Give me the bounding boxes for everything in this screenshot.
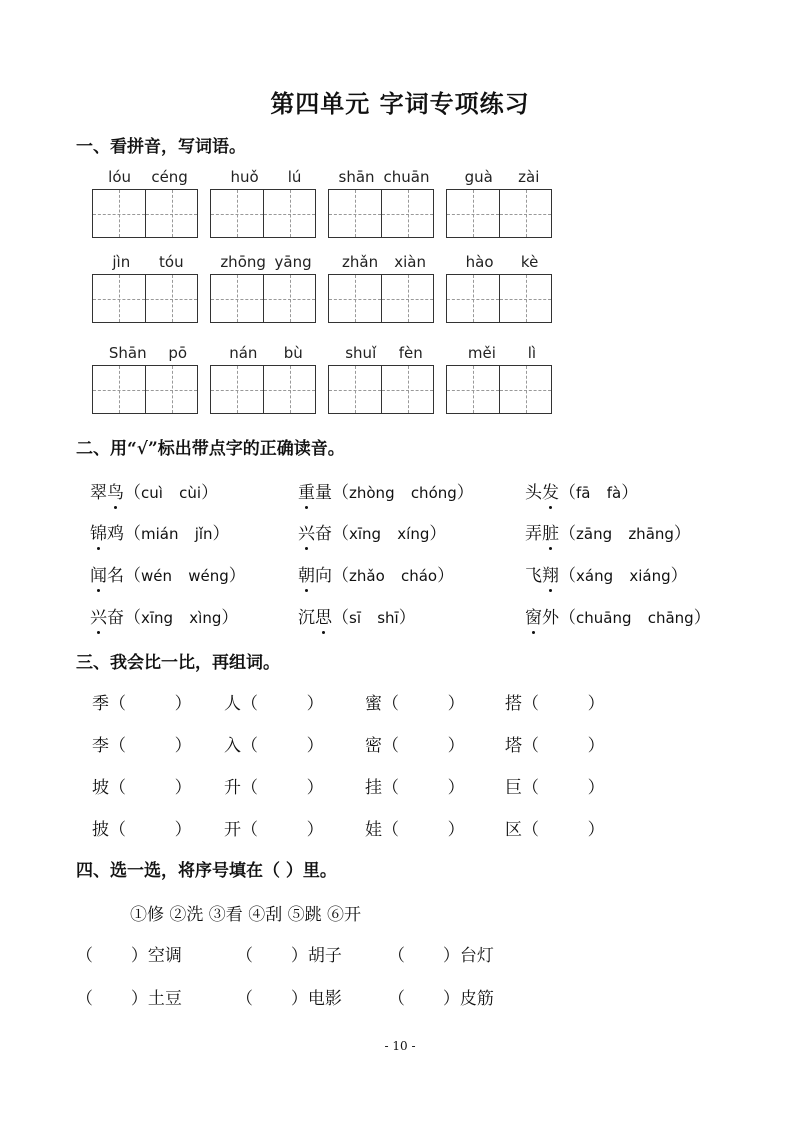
dotted-character: 锦 — [90, 519, 107, 544]
reading-option[interactable]: cháo — [400, 567, 438, 585]
writing-cell[interactable] — [93, 190, 145, 237]
writing-cell[interactable] — [145, 190, 197, 237]
pinyin-syllable: céng — [151, 168, 188, 186]
pinyin-label — [452, 168, 552, 186]
dotted-character: 发 — [542, 478, 559, 503]
paren-open: （ — [559, 483, 576, 503]
character: 季 — [92, 694, 109, 714]
character: 鸡 — [107, 524, 124, 544]
paren-open: （ — [124, 566, 141, 586]
paren-close: ） — [437, 566, 455, 586]
character: 李 — [92, 736, 109, 756]
answer-blank[interactable]: （ ） — [382, 736, 465, 756]
dotted-character: 思 — [315, 603, 332, 628]
writing-grid — [210, 189, 316, 238]
dotted-character: 窗 — [525, 603, 542, 628]
pinyin-syllable: fèn — [398, 344, 423, 362]
writing-cell[interactable] — [447, 366, 499, 413]
reading-option[interactable]: zhǎo — [349, 567, 385, 585]
pinyin-syllable: nán — [229, 344, 258, 362]
writing-cell[interactable] — [211, 275, 263, 322]
character: 搭 — [505, 694, 522, 714]
pronunciation-item — [525, 603, 711, 628]
answer-blank[interactable]: （ ） — [241, 736, 324, 756]
writing-cell[interactable] — [381, 366, 433, 413]
paren-close: ） — [398, 608, 416, 628]
answer-blank[interactable]: （ ） — [109, 820, 192, 840]
word-building-item — [365, 773, 465, 798]
character: 人 — [224, 694, 241, 714]
character: 外 — [542, 608, 559, 628]
option-gap — [631, 608, 647, 628]
answer-blank[interactable]: （ ） — [76, 946, 148, 966]
pronunciation-item — [90, 519, 230, 544]
paren-open: （ — [124, 608, 141, 628]
pinyin-syllable: tóu — [159, 253, 184, 271]
writing-cell[interactable] — [211, 190, 263, 237]
character: 头 — [525, 483, 542, 503]
pinyin-syllable: Shān — [108, 344, 147, 362]
character: 娃 — [365, 820, 382, 840]
option-gap — [172, 566, 188, 586]
word-building-item — [505, 731, 605, 756]
option-gap — [163, 483, 179, 503]
paren-open: （ — [332, 483, 349, 503]
page-title: 第四单元 字词专项练习 — [270, 89, 530, 118]
section3-heading: 三、我会比一比，再组词。 — [76, 653, 280, 673]
character: 翠 — [90, 483, 107, 503]
pinyin-syllable: lú — [287, 168, 302, 186]
answer-blank[interactable]: （ ） — [241, 820, 324, 840]
reading-option[interactable]: xīng — [141, 609, 174, 627]
writing-cell[interactable] — [93, 275, 145, 322]
writing-grid — [328, 365, 434, 414]
answer-blank[interactable]: （ ） — [236, 989, 308, 1009]
character: 蜜 — [365, 694, 382, 714]
paren-open: （ — [332, 608, 349, 628]
writing-cell[interactable] — [145, 366, 197, 413]
pinyin-label — [452, 253, 552, 271]
writing-cell[interactable] — [499, 190, 551, 237]
pinyin-syllable: lóu — [108, 168, 132, 186]
fill-in-item — [236, 984, 342, 1009]
writing-grid — [92, 365, 198, 414]
writing-cell[interactable] — [211, 366, 263, 413]
pronunciation-item — [525, 478, 638, 503]
option-gap — [590, 483, 606, 503]
writing-cell[interactable] — [145, 275, 197, 322]
pinyin-syllable: guà — [464, 168, 493, 186]
writing-grid — [446, 189, 552, 238]
writing-cell[interactable] — [93, 366, 145, 413]
dotted-character: 朝 — [298, 561, 315, 586]
pinyin-label — [334, 168, 434, 186]
pinyin-syllable: bù — [283, 344, 303, 362]
option-gap — [361, 608, 377, 628]
pinyin-syllable: zhǎn — [342, 253, 379, 271]
fill-in-item — [236, 941, 342, 966]
word-building-item — [505, 689, 605, 714]
character: 巨 — [505, 778, 522, 798]
section4-heading: 四、选一选，将序号填在（ ）里。 — [76, 861, 337, 881]
paren-close: ） — [221, 608, 239, 628]
reading-option[interactable]: chuāng — [576, 609, 632, 627]
writing-cell[interactable] — [499, 366, 551, 413]
writing-cell[interactable] — [263, 275, 315, 322]
answer-blank[interactable]: （ ） — [109, 778, 192, 798]
pronunciation-item — [90, 561, 246, 586]
word-building-item — [92, 773, 192, 798]
character: 奋 — [107, 608, 124, 628]
reading-option[interactable]: zāng — [576, 525, 613, 543]
answer-blank[interactable]: （ ） — [236, 946, 308, 966]
reading-option[interactable]: xáng — [576, 567, 614, 585]
paren-open: （ — [332, 566, 349, 586]
paren-close: ） — [673, 524, 691, 544]
character: 坡 — [92, 778, 109, 798]
word-building-item — [224, 773, 324, 798]
character: 密 — [365, 736, 382, 756]
object-word: 空调 — [147, 946, 182, 966]
reading-option[interactable]: jǐn — [194, 525, 213, 543]
pinyin-syllable: lì — [527, 344, 537, 362]
paren-close: ） — [621, 483, 639, 503]
pronunciation-item — [298, 561, 454, 586]
writing-grid — [446, 274, 552, 323]
writing-cell[interactable] — [329, 190, 381, 237]
reading-option[interactable]: sī — [349, 609, 361, 627]
character: 弄 — [525, 524, 542, 544]
answer-blank[interactable]: （ ） — [109, 694, 192, 714]
object-word: 胡子 — [307, 946, 342, 966]
fill-in-item — [388, 984, 494, 1009]
word-building-item — [365, 731, 465, 756]
paren-close: ） — [670, 566, 688, 586]
word-building-item — [92, 731, 192, 756]
answer-blank[interactable]: （ ） — [76, 989, 148, 1009]
option-gap — [385, 566, 401, 586]
dotted-character: 重 — [298, 478, 315, 503]
word-building-item — [224, 815, 324, 840]
writing-cell[interactable] — [381, 275, 433, 322]
paren-close: ） — [228, 566, 246, 586]
pinyin-label — [98, 168, 198, 186]
word-building-item — [365, 689, 465, 714]
dotted-character: 兴 — [298, 519, 315, 544]
writing-cell[interactable] — [263, 366, 315, 413]
writing-grid — [446, 365, 552, 414]
reading-option[interactable]: fā — [576, 484, 591, 502]
option-gap — [178, 524, 194, 544]
paren-open: （ — [559, 608, 576, 628]
paren-close: ） — [212, 524, 230, 544]
character: 升 — [224, 778, 241, 798]
pinyin-label — [216, 344, 316, 362]
answer-blank[interactable]: （ ） — [522, 736, 605, 756]
reading-option[interactable]: chāng — [647, 609, 694, 627]
answer-blank[interactable]: （ ） — [382, 694, 465, 714]
option-gap — [612, 524, 628, 544]
paren-open: （ — [124, 524, 141, 544]
pinyin-syllable: xiàn — [394, 253, 426, 271]
pinyin-label — [216, 253, 316, 271]
pinyin-label — [334, 344, 434, 362]
pinyin-syllable: zài — [518, 168, 540, 186]
word-building-item — [92, 689, 192, 714]
answer-blank[interactable]: （ ） — [388, 946, 460, 966]
reading-option[interactable]: chóng — [410, 484, 457, 502]
writing-cell[interactable] — [381, 190, 433, 237]
pinyin-syllable: měi — [467, 344, 496, 362]
pinyin-syllable: shuǐ — [345, 344, 377, 362]
writing-cell[interactable] — [329, 366, 381, 413]
writing-cell[interactable] — [447, 190, 499, 237]
writing-cell[interactable] — [499, 275, 551, 322]
reading-option[interactable]: zhòng — [349, 484, 395, 502]
object-word: 土豆 — [147, 989, 182, 1009]
answer-blank[interactable]: （ ） — [241, 694, 324, 714]
reading-option[interactable]: cuì — [141, 484, 163, 502]
pinyin-syllable: zhōng — [220, 253, 266, 271]
writing-grid — [92, 189, 198, 238]
paren-close: ） — [456, 483, 474, 503]
answer-blank[interactable]: （ ） — [522, 820, 605, 840]
fill-in-item — [388, 941, 494, 966]
character: 塔 — [505, 736, 522, 756]
word-building-item — [224, 731, 324, 756]
paren-close: ） — [201, 483, 219, 503]
answer-blank[interactable]: （ ） — [241, 778, 324, 798]
character: 披 — [92, 820, 109, 840]
character: 飞 — [525, 566, 542, 586]
writing-grid — [210, 365, 316, 414]
page-number: - 10 - — [384, 1039, 416, 1053]
dotted-character: 鸟 — [107, 478, 124, 503]
paren-open: （ — [559, 566, 576, 586]
word-building-item — [505, 815, 605, 840]
character: 名 — [107, 566, 124, 586]
object-word: 电影 — [307, 989, 342, 1009]
reading-option[interactable]: wén — [141, 567, 173, 585]
dotted-character: 闻 — [90, 561, 107, 586]
dotted-character: 兴 — [90, 603, 107, 628]
object-word: 台灯 — [459, 946, 494, 966]
pronunciation-item — [525, 561, 688, 586]
character: 沉 — [298, 608, 315, 628]
answer-blank[interactable]: （ ） — [522, 694, 605, 714]
reading-option[interactable]: cùi — [179, 484, 202, 502]
paren-open: （ — [559, 524, 576, 544]
pronunciation-item — [298, 478, 474, 503]
pinyin-syllable: shān — [338, 168, 375, 186]
reading-option[interactable]: xíng — [397, 525, 430, 543]
writing-grid — [328, 189, 434, 238]
pinyin-label — [216, 168, 316, 186]
option-gap — [381, 524, 397, 544]
reading-option[interactable]: xiáng — [629, 567, 671, 585]
character: 量 — [315, 483, 332, 503]
writing-cell[interactable] — [329, 275, 381, 322]
writing-grid — [210, 274, 316, 323]
character: 入 — [224, 736, 241, 756]
character: 向 — [315, 566, 332, 586]
writing-cell[interactable] — [263, 190, 315, 237]
pinyin-syllable: chuān — [383, 168, 430, 186]
pronunciation-item — [525, 519, 691, 544]
option-gap — [173, 608, 189, 628]
pronunciation-item — [90, 603, 238, 628]
pinyin-syllable: jìn — [112, 253, 131, 271]
pinyin-syllable: kè — [520, 253, 539, 271]
writing-cell[interactable] — [447, 275, 499, 322]
character: 挂 — [365, 778, 382, 798]
pinyin-label — [98, 253, 198, 271]
pinyin-syllable: hào — [465, 253, 494, 271]
paren-open: （ — [332, 524, 349, 544]
object-word: 皮筋 — [459, 989, 494, 1009]
pinyin-syllable: pō — [168, 344, 188, 362]
word-building-item — [224, 689, 324, 714]
writing-grid — [328, 274, 434, 323]
paren-open: （ — [124, 483, 141, 503]
writing-grid — [92, 274, 198, 323]
answer-blank[interactable]: （ ） — [382, 820, 465, 840]
pinyin-syllable: huǒ — [230, 168, 259, 186]
pinyin-label — [452, 344, 552, 362]
answer-blank[interactable]: （ ） — [109, 736, 192, 756]
fill-in-item — [76, 984, 182, 1009]
pinyin-label — [98, 344, 198, 362]
paren-close: ） — [693, 608, 711, 628]
dotted-character: 翔 — [542, 561, 559, 586]
section1-heading: 一、看拼音，写词语。 — [76, 137, 246, 157]
answer-blank[interactable]: （ ） — [388, 989, 460, 1009]
character: 区 — [505, 820, 522, 840]
reading-option[interactable]: xīng — [349, 525, 382, 543]
paren-close: ） — [429, 524, 447, 544]
dotted-character: 脏 — [542, 519, 559, 544]
section2-heading: 二、用“√”标出带点字的正确读音。 — [76, 439, 345, 459]
word-building-item — [365, 815, 465, 840]
word-building-item — [505, 773, 605, 798]
word-building-item — [92, 815, 192, 840]
answer-blank[interactable]: （ ） — [522, 778, 605, 798]
option-gap — [613, 566, 629, 586]
answer-blank[interactable]: （ ） — [382, 778, 465, 798]
pronunciation-item — [298, 519, 446, 544]
pronunciation-item — [90, 478, 218, 503]
reading-option[interactable]: xìng — [189, 609, 222, 627]
pinyin-label — [334, 253, 434, 271]
reading-option[interactable]: fà — [606, 484, 622, 502]
character: 奋 — [315, 524, 332, 544]
reading-option[interactable]: mián — [141, 525, 179, 543]
reading-option[interactable]: shī — [377, 609, 399, 627]
character: 开 — [224, 820, 241, 840]
reading-option[interactable]: wéng — [188, 567, 229, 585]
pronunciation-item — [298, 603, 416, 628]
option-gap — [395, 483, 411, 503]
fill-in-item — [76, 941, 182, 966]
pinyin-syllable: yāng — [274, 253, 312, 271]
reading-option[interactable]: zhāng — [628, 525, 674, 543]
verb-options: ①修 ②洗 ③看 ④刮 ⑤跳 ⑥开 — [130, 905, 362, 925]
